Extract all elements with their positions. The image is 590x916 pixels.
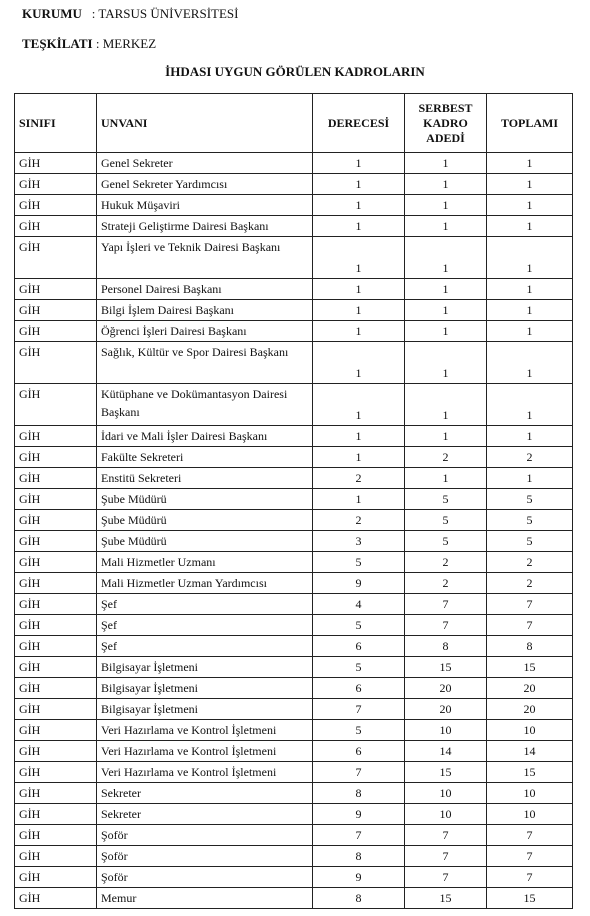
unvani-cell: Genel Sekreter Yardımcısı	[97, 174, 313, 195]
derecesi-cell: 5	[313, 552, 405, 573]
derecesi-cell: 1	[313, 489, 405, 510]
unvani-cell: Bilgi İşlem Dairesi Başkanı	[97, 300, 313, 321]
unvani-cell: Şef	[97, 615, 313, 636]
unvani-cell: Sekreter	[97, 804, 313, 825]
table-header-row	[15, 94, 573, 153]
sinifi-cell: GİH	[15, 468, 97, 489]
unvani-cell: Şube Müdürü	[97, 510, 313, 531]
derecesi-cell: 5	[313, 615, 405, 636]
toplami-cell: 10	[487, 783, 573, 804]
toplami-cell: 1	[487, 195, 573, 216]
table-row	[15, 468, 573, 489]
table-row	[15, 216, 573, 237]
table-row	[15, 531, 573, 552]
derecesi-cell: 7	[313, 762, 405, 783]
serbest-kadro-cell: 15	[405, 657, 487, 678]
table-row	[15, 720, 573, 741]
serbest-kadro-cell: 10	[405, 804, 487, 825]
sinifi-cell: GİH	[15, 426, 97, 447]
sinifi-cell: GİH	[15, 678, 97, 699]
toplami-cell: 1	[487, 174, 573, 195]
serbest-kadro-cell: 1	[405, 216, 487, 237]
sinifi-cell: GİH	[15, 657, 97, 678]
sinifi-cell: GİH	[15, 237, 97, 279]
sinifi-cell: GİH	[15, 699, 97, 720]
sinifi-cell: GİH	[15, 153, 97, 174]
serbest-kadro-cell: 1	[405, 237, 487, 279]
sinifi-cell: GİH	[15, 846, 97, 867]
derecesi-cell: 1	[313, 237, 405, 279]
serbest-kadro-cell: 1	[405, 300, 487, 321]
sinifi-cell: GİH	[15, 720, 97, 741]
table-row	[15, 867, 573, 888]
unvani-cell: Şoför	[97, 867, 313, 888]
teskilat-value: : MERKEZ	[95, 36, 157, 51]
derecesi-cell: 9	[313, 573, 405, 594]
sinifi-cell: GİH	[15, 741, 97, 762]
derecesi-cell: 1	[313, 279, 405, 300]
unvani-cell: Veri Hazırlama ve Kontrol İşletmeni	[97, 762, 313, 783]
serbest-kadro-cell: 7	[405, 867, 487, 888]
serbest-kadro-cell: 10	[405, 783, 487, 804]
table-row	[15, 846, 573, 867]
sinifi-cell: GİH	[15, 615, 97, 636]
table-row	[15, 615, 573, 636]
kurumu-label: KURUMU	[22, 6, 82, 21]
table-row	[15, 174, 573, 195]
table-row	[15, 804, 573, 825]
unvani-cell: Öğrenci İşleri Dairesi Başkanı	[97, 321, 313, 342]
unvani-cell: Personel Dairesi Başkanı	[97, 279, 313, 300]
table-row	[15, 300, 573, 321]
derecesi-cell: 1	[313, 321, 405, 342]
derecesi-cell: 1	[313, 174, 405, 195]
document-title: İHDASI UYGUN GÖRÜLEN KADROLARIN	[165, 64, 425, 79]
table-row	[15, 342, 573, 384]
table-row	[15, 195, 573, 216]
sinifi-cell: GİH	[15, 321, 97, 342]
column-header-derecesi: DERECESİ	[313, 94, 405, 153]
serbest-kadro-cell: 1	[405, 279, 487, 300]
table-row	[15, 699, 573, 720]
column-header-sinifi: SINIFI	[15, 94, 97, 153]
derecesi-cell: 4	[313, 594, 405, 615]
unvani-cell: Strateji Geliştirme Dairesi Başkanı	[97, 216, 313, 237]
serbest-kadro-cell: 7	[405, 825, 487, 846]
column-header-serbest-kadro-adedi: SERBEST KADRO ADEDİ	[405, 94, 487, 153]
toplami-cell: 1	[487, 342, 573, 384]
serbest-kadro-cell: 1	[405, 153, 487, 174]
derecesi-cell: 7	[313, 699, 405, 720]
toplami-cell: 10	[487, 720, 573, 741]
unvani-cell: Şoför	[97, 846, 313, 867]
sinifi-cell: GİH	[15, 573, 97, 594]
sinifi-cell: GİH	[15, 510, 97, 531]
derecesi-cell: 5	[313, 720, 405, 741]
toplami-cell: 2	[487, 573, 573, 594]
toplami-cell: 1	[487, 216, 573, 237]
unvani-cell: Mali Hizmetler Uzman Yardımcısı	[97, 573, 313, 594]
unvani-cell: Mali Hizmetler Uzmanı	[97, 552, 313, 573]
toplami-cell: 7	[487, 867, 573, 888]
derecesi-cell: 2	[313, 510, 405, 531]
serbest-kadro-cell: 1	[405, 384, 487, 426]
unvani-cell: Hukuk Müşaviri	[97, 195, 313, 216]
unvani-cell: Yapı İşleri ve Teknik Dairesi Başkanı	[97, 237, 313, 279]
serbest-kadro-cell: 2	[405, 447, 487, 468]
serbest-kadro-cell: 7	[405, 846, 487, 867]
table-row	[15, 321, 573, 342]
toplami-cell: 1	[487, 426, 573, 447]
column-header-unvani: UNVANI	[97, 94, 313, 153]
teskilat-line	[22, 36, 156, 52]
derecesi-cell: 6	[313, 741, 405, 762]
sinifi-cell: GİH	[15, 888, 97, 909]
toplami-cell: 15	[487, 888, 573, 909]
serbest-kadro-cell: 15	[405, 762, 487, 783]
toplami-cell: 1	[487, 384, 573, 426]
toplami-cell: 7	[487, 846, 573, 867]
unvani-cell: İdari ve Mali İşler Dairesi Başkanı	[97, 426, 313, 447]
derecesi-cell: 3	[313, 531, 405, 552]
serbest-kadro-cell: 1	[405, 195, 487, 216]
unvani-cell: Şube Müdürü	[97, 531, 313, 552]
sinifi-cell: GİH	[15, 216, 97, 237]
toplami-cell: 14	[487, 741, 573, 762]
unvani-cell: Fakülte Sekreteri	[97, 447, 313, 468]
serbest-kadro-cell: 1	[405, 342, 487, 384]
table-row	[15, 153, 573, 174]
table-row	[15, 888, 573, 909]
serbest-kadro-cell: 20	[405, 678, 487, 699]
derecesi-cell: 6	[313, 636, 405, 657]
toplami-cell: 5	[487, 531, 573, 552]
table-row	[15, 594, 573, 615]
kadro-table	[14, 93, 573, 909]
unvani-cell: Şef	[97, 636, 313, 657]
derecesi-cell: 1	[313, 300, 405, 321]
derecesi-cell: 8	[313, 783, 405, 804]
sinifi-cell: GİH	[15, 762, 97, 783]
sinifi-cell: GİH	[15, 447, 97, 468]
derecesi-cell: 1	[313, 153, 405, 174]
serbest-kadro-cell: 7	[405, 594, 487, 615]
toplami-cell: 2	[487, 447, 573, 468]
unvani-cell: Kütüphane ve Dokümantasyon Dairesi Başkanı	[97, 384, 313, 426]
toplami-cell: 8	[487, 636, 573, 657]
table-row	[15, 384, 573, 426]
derecesi-cell: 1	[313, 426, 405, 447]
sinifi-cell: GİH	[15, 174, 97, 195]
derecesi-cell: 7	[313, 825, 405, 846]
table-row	[15, 678, 573, 699]
derecesi-cell: 8	[313, 888, 405, 909]
sinifi-cell: GİH	[15, 531, 97, 552]
toplami-cell: 15	[487, 657, 573, 678]
table-row	[15, 657, 573, 678]
sinifi-cell: GİH	[15, 783, 97, 804]
toplami-cell: 7	[487, 825, 573, 846]
teskilat-label: TEŞKİLATI	[22, 36, 93, 51]
sinifi-cell: GİH	[15, 279, 97, 300]
sinifi-cell: GİH	[15, 825, 97, 846]
table-body	[15, 153, 573, 909]
sinifi-cell: GİH	[15, 804, 97, 825]
table-row	[15, 237, 573, 279]
sinifi-cell: GİH	[15, 195, 97, 216]
toplami-cell: 5	[487, 489, 573, 510]
serbest-kadro-cell: 8	[405, 636, 487, 657]
toplami-cell: 10	[487, 804, 573, 825]
serbest-kadro-cell: 1	[405, 426, 487, 447]
unvani-cell: Veri Hazırlama ve Kontrol İşletmeni	[97, 720, 313, 741]
unvani-cell: Şube Müdürü	[97, 489, 313, 510]
derecesi-cell: 2	[313, 468, 405, 489]
toplami-cell: 7	[487, 594, 573, 615]
table-row	[15, 783, 573, 804]
serbest-kadro-cell: 15	[405, 888, 487, 909]
derecesi-cell: 9	[313, 867, 405, 888]
kurumu-line	[22, 6, 238, 22]
table-row	[15, 573, 573, 594]
serbest-kadro-cell: 2	[405, 573, 487, 594]
sinifi-cell: GİH	[15, 342, 97, 384]
unvani-cell: Şoför	[97, 825, 313, 846]
kurumu-value: : TARSUS ÜNİVERSİTESİ	[91, 6, 239, 21]
toplami-cell: 1	[487, 321, 573, 342]
table-row	[15, 426, 573, 447]
derecesi-cell: 9	[313, 804, 405, 825]
sinifi-cell: GİH	[15, 867, 97, 888]
unvani-cell: Bilgisayar İşletmeni	[97, 678, 313, 699]
unvani-cell: Veri Hazırlama ve Kontrol İşletmeni	[97, 741, 313, 762]
derecesi-cell: 5	[313, 657, 405, 678]
table-row	[15, 741, 573, 762]
serbest-kadro-cell: 5	[405, 489, 487, 510]
toplami-cell: 15	[487, 762, 573, 783]
toplami-cell: 20	[487, 699, 573, 720]
table-row	[15, 447, 573, 468]
unvani-cell: Sekreter	[97, 783, 313, 804]
serbest-kadro-cell: 1	[405, 321, 487, 342]
sinifi-cell: GİH	[15, 300, 97, 321]
serbest-kadro-cell: 5	[405, 531, 487, 552]
unvani-cell: Sağlık, Kültür ve Spor Dairesi Başkanı	[97, 342, 313, 384]
toplami-cell: 1	[487, 279, 573, 300]
serbest-kadro-cell: 7	[405, 615, 487, 636]
derecesi-cell: 1	[313, 384, 405, 426]
toplami-cell: 20	[487, 678, 573, 699]
serbest-kadro-cell: 2	[405, 552, 487, 573]
table-row	[15, 552, 573, 573]
derecesi-cell: 1	[313, 216, 405, 237]
sinifi-cell: GİH	[15, 384, 97, 426]
derecesi-cell: 8	[313, 846, 405, 867]
serbest-kadro-cell: 20	[405, 699, 487, 720]
serbest-kadro-cell: 1	[405, 468, 487, 489]
table-row	[15, 636, 573, 657]
table-row	[15, 510, 573, 531]
derecesi-cell: 1	[313, 342, 405, 384]
sinifi-cell: GİH	[15, 636, 97, 657]
serbest-kadro-cell: 14	[405, 741, 487, 762]
toplami-cell: 7	[487, 615, 573, 636]
sinifi-cell: GİH	[15, 489, 97, 510]
table-row	[15, 489, 573, 510]
unvani-cell: Bilgisayar İşletmeni	[97, 699, 313, 720]
unvani-cell: Şef	[97, 594, 313, 615]
toplami-cell: 1	[487, 153, 573, 174]
toplami-cell: 1	[487, 237, 573, 279]
sinifi-cell: GİH	[15, 594, 97, 615]
table-row	[15, 762, 573, 783]
toplami-cell: 2	[487, 552, 573, 573]
derecesi-cell: 6	[313, 678, 405, 699]
toplami-cell: 5	[487, 510, 573, 531]
unvani-cell: Memur	[97, 888, 313, 909]
toplami-cell: 1	[487, 468, 573, 489]
serbest-kadro-cell: 1	[405, 174, 487, 195]
serbest-kadro-cell: 10	[405, 720, 487, 741]
unvani-cell: Enstitü Sekreteri	[97, 468, 313, 489]
serbest-kadro-cell: 5	[405, 510, 487, 531]
derecesi-cell: 1	[313, 195, 405, 216]
column-header-toplami: TOPLAMI	[487, 94, 573, 153]
table-row	[15, 279, 573, 300]
table-row	[15, 825, 573, 846]
sinifi-cell: GİH	[15, 552, 97, 573]
toplami-cell: 1	[487, 300, 573, 321]
unvani-cell: Genel Sekreter	[97, 153, 313, 174]
derecesi-cell: 1	[313, 447, 405, 468]
unvani-cell: Bilgisayar İşletmeni	[97, 657, 313, 678]
